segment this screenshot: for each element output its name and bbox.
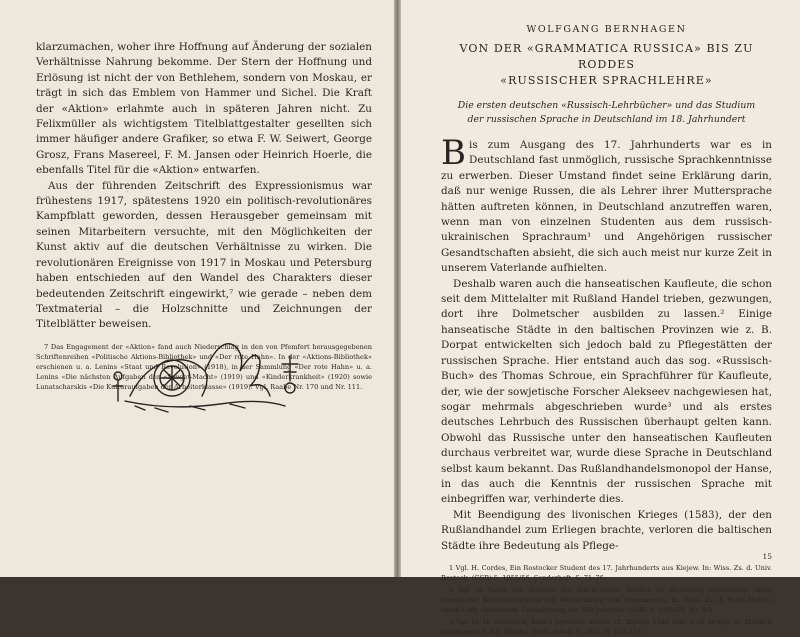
right-footnote-3: 3 Vgl. М. П. Алексеев, Книга русского языка «Т. Шроое 1546 года и её автор» in: Памяти академика Л. Вл. Щербы (1880–1944) Л. 1951, S. 105–111. <box>441 617 772 636</box>
left-paragraph-1: klarzumachen, woher ihre Hoffnung auf Änderung der sozialen Verhältnisse Nahrung bekomme. Der Stern der Hoffnung und Erlösung ist nicht der von Bethlehem, sondern von Moskau, er trägt in sich das Emblem von Hammer und Sichel. Die Kraft der «Aktion» erlahmte auch in späteren Jahren nicht. Zu Felixmüller als wichtigstem Titelblattgestalter gesellten sich immer häufiger andere Grafiker, so etwa F. W. Seiwert, George Grosz, Frans Masereel, F. M. Jansen oder Heinrich Hoerle, die ebenfalls Titel für die «Aktion» entwarfen. <box>36 41 372 177</box>
left-body-text <box>36 40 372 333</box>
right-body-text <box>441 133 772 554</box>
right-footnote-2: 2 Vgl. N. Raab, Die Anfänge der Slavistischen Studien im deutschen Ostseeraum unter besonderer Berücksichtigung von Mecklenburg und Vorpommern. In: Wiss. Zs. d. Ernst-Moritz-Arndt-Univ. Greifswald. Festjahrgang zur 500-Jahrfeier (GSR) 5, 1955/56, Nr. 4/5. <box>441 585 772 614</box>
page-number: 15 <box>762 552 772 561</box>
chapter-title <box>441 41 772 89</box>
book-gutter <box>394 0 401 577</box>
drop-cap: B <box>441 133 466 173</box>
chapter-title-line-1: VON DER «GRAMMATICA RUSSICA» BIS ZU RODDES <box>459 42 754 71</box>
right-footnote-1: 1 Vgl. H. Cordes, Ein Rostocker Student des 17. Jahrhunderts aus Kiejew. In: Wiss. Zs. d. Univ. Rostock, (GSR) 5, 1955/56, Sonderheft, S. 71–76. <box>441 563 772 582</box>
chapter-title-line-2: «RUSSISCHER SPRACHLEHRE» <box>500 74 713 87</box>
author-name: WOLFGANG BERNHAGEN <box>526 24 687 35</box>
left-page <box>0 0 394 577</box>
right-page <box>401 0 800 636</box>
left-footnote-7: 7 Das Engagement der «Aktion» fand auch Niederschlag in den von Pfemfert herausgegebenen Schriftenreihen «Politische Aktions-Bibliothek» und «Der rote Hahn». In der «Aktions-Bibliothek» erschienen u. a. Lenins «Staat und Revolution» (1918), in der Sammlung «Der rote Hahn» u. a. Lenins «Die nächsten Aufgaben der «Sowjet-Macht» (1919) und «Kinderkrankheit» (1920) sowie Lunatscharskis «Die Kulturaufgaben der Arbeiterklasse» (1919). Vgl. Raabe Nr. 170 und Nr. 111. <box>36 342 372 391</box>
right-paragraph-1 <box>441 133 772 277</box>
chapter-subtitle-line-1: Die ersten deutschen «Russisch-Lehrbücher» und das Studium <box>457 100 756 111</box>
chapter-subtitle <box>441 99 772 127</box>
right-paragraph-3: Mit Beendigung des livonischen Krieges (1583), der den Rußlandhandel zum Erliegen brachte, verloren die baltischen Städte ihre Bedeutung als Pflege- <box>441 508 772 552</box>
right-paragraph-1-text: is zum Ausgang des 17. Jahrhunderts war es in Deutschland fast unmöglich, russische Sprachkenntnisse zu erwerben. Dieser Umstand findet seine Erklärung darin, daß nur wenige Russen, die als Lehrer ihrer Muttersprache hätten auftreten können, in Deutschland anzutreffen waren, wenn man von einzelnen Studenten aus dem russisch-ukrainischen Sprachraum¹ und Angehörigen russischer Gesandtschaften absieht, die sich auch meist nur kurze Zeit in unserem Vaterlande aufhielten. <box>441 139 772 275</box>
right-paragraph-2: Deshalb waren auch die hanseatischen Kaufleute, die schon seit dem Mittelalter mit Rußland Handel trieben, gezwungen, dort ihre Dolmetscher ausbilden zu lassen.² Einige hanseatische Städte in den baltischen Provinzen wie z. B. Dorpat entwickelten sich jedoch bald zu Pflegestätten der russischen Sprache. Hier entstand auch das sog. «Russisch-Buch» des Thomas Schroue, ein Sprachführer für Kaufleute, der, wie der sowjetische Forscher Alekseev nachgewiesen hat, sogar mehrmals abgeschrieben wurde³ und als erstes deutsches Lehrbuch des Russischen überhaupt gelten kann. Obwohl das Russische unter den hanseatischen Kaufleuten durchaus verbreitet war, wurde diese Sprache in Deutschland selbst kaum bekannt. Das Rußlandhandelsmonopol der Hanse, in das auch die Kenntnis der russischen Sprache mit einbegriffen war, verhinderte dies. <box>441 277 772 506</box>
right-footnotes <box>441 563 772 637</box>
chapter-subtitle-line-2: der russischen Sprache in Deutschland im 18. Jahrhundert <box>467 114 746 125</box>
left-paragraph-2: Aus der führenden Zeitschrift des Expressionismus war frühestens 1917, spätestens 1920 ein politisch-revolutionäres Kampfblatt geworden, dessen Herausgeber gemeinsam mit seinen Mitarbeitern versuchte, mit den Möglichkeiten der Kunst aktiv auf die deutschen Verhältnisse zu wirken. Die revolutionären Ereignisse von 1917 in Moskau und Petersburg haben entschieden auf den Wandel des Charakters dieser bedeutenden Zeitschrift eingewirkt,⁷ wie gerade – neben dem Textmaterial – die Holzschnitte und Zeichnungen der Titelblätter beweisen. <box>36 179 372 331</box>
illustration-drawing <box>110 326 330 416</box>
